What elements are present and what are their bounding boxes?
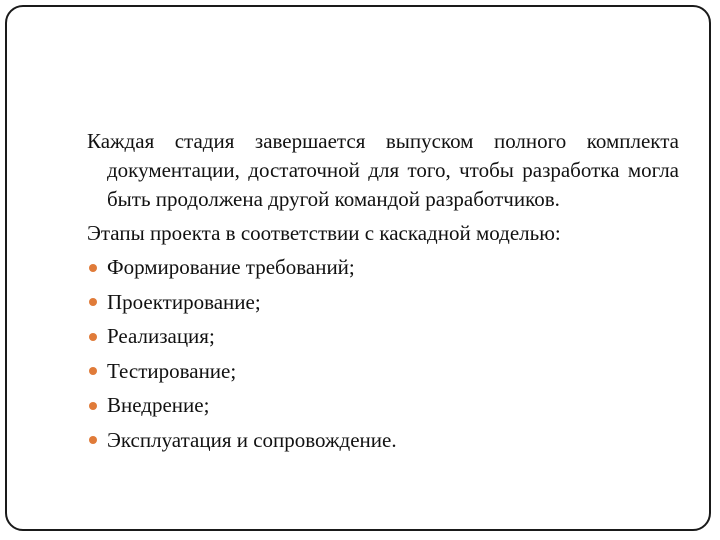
slide-content xyxy=(87,127,679,460)
bullet-icon xyxy=(89,264,97,272)
list-item xyxy=(87,426,679,455)
stage-label: Тестирование; xyxy=(107,358,237,383)
stage-label: Эксплуатация и сопровождение. xyxy=(107,427,397,452)
intro-paragraph: Каждая стадия завершается выпуском полного комплекта документации, достаточной для того, чтобы разработка могла быть продолжена другой командой разработчиков. xyxy=(87,129,679,211)
bullet-icon xyxy=(89,402,97,410)
list-item xyxy=(87,357,679,386)
stage-label: Проектирование; xyxy=(107,289,261,314)
bullet-icon xyxy=(89,367,97,375)
stages-list xyxy=(87,253,679,455)
stage-label: Формирование требований; xyxy=(107,255,355,279)
bullet-icon xyxy=(89,436,97,444)
slide-frame xyxy=(5,5,711,531)
bullet-icon xyxy=(89,333,97,341)
list-item xyxy=(87,391,679,420)
list-item xyxy=(87,322,679,351)
stage-label: Реализация; xyxy=(107,324,215,348)
list-item xyxy=(87,253,679,282)
stages-heading: Этапы проекта в соответствии с каскадной моделью: xyxy=(87,221,561,245)
bullet-icon xyxy=(89,298,97,306)
list-item xyxy=(87,288,679,317)
stage-label: Внедрение; xyxy=(107,393,210,417)
